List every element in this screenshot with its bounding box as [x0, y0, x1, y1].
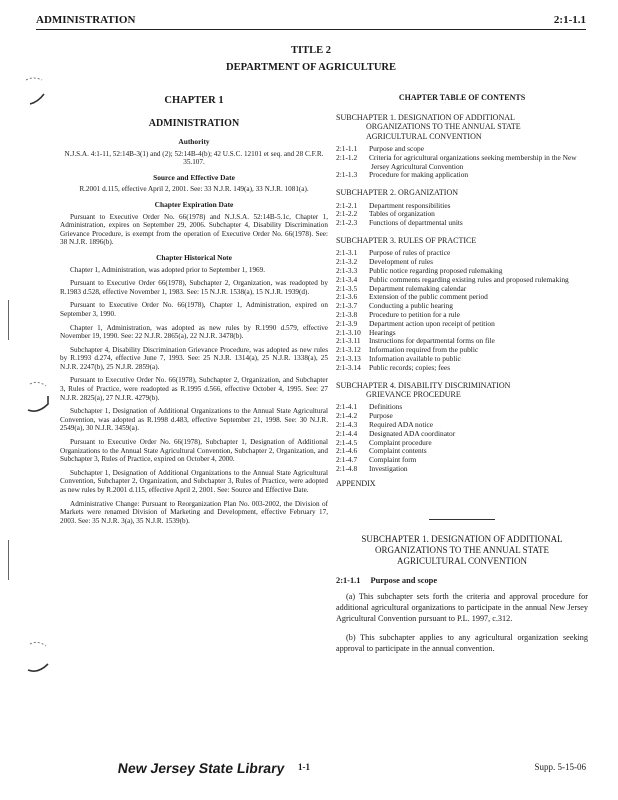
- toc-entry-title: Public comments regarding existing rules and proposed rulemaking: [369, 274, 569, 284]
- toc-entry-number: 2:1-2.1: [336, 200, 358, 210]
- toc-entry[interactable]: [336, 154, 588, 172]
- expiration-heading: Chapter Expiration Date: [154, 199, 234, 209]
- toc-entry-title: Public notice regarding proposed rulemaking: [369, 266, 503, 275]
- toc-entry-number: 2:1-3.4: [336, 274, 358, 284]
- history-note: Pursuant to Executive Order No. 66(1978), Chapter 1, Administration, expired on September 3, 1990.: [60, 301, 328, 318]
- toc-entry-title: Functions of departmental units: [369, 218, 463, 228]
- toc-entry-title: Complaint procedure: [369, 437, 432, 447]
- chapter-name: ADMINISTRATION: [148, 118, 240, 129]
- toc-subchapter-heading-line: SUBCHAPTER 3. RULES OF PRACTICE: [336, 236, 477, 245]
- toc-entry-number: 2:1-4.5: [336, 437, 358, 447]
- toc-subchapter-heading-line: AGRICULTURAL CONVENTION: [366, 131, 482, 141]
- toc-entry-title: Public records; copies; fees: [369, 362, 451, 372]
- history-note: Pursuant to Executive Order 66(1978), Subchapter 2, Organization, was readopted by R.1983 d.528, effective November 1, 1983. See: 15 N.J.R. 1538(a), 15 N.J.R. 1939(d).: [60, 279, 328, 296]
- margin-line: [8, 300, 9, 340]
- toc-entry-number: 2:1-1.3: [336, 170, 358, 180]
- toc-entry-title: Development of rules: [369, 257, 434, 267]
- page-number: 1-1: [298, 762, 310, 772]
- toc-entry-title: Complaint contents: [369, 446, 427, 456]
- toc-entry-title: Department responsibilities: [369, 200, 451, 210]
- history-note: Pursuant to Executive Order No. 66(1978), Subchapter 2, Organization, and Subchapter 3, Rules of Practice, were readopted as R.1995 d.566, effective October 4, 1995. See: 27 N.J.R. 2825(a), 27 N.J.R. 4279(b).: [60, 376, 328, 402]
- toc-entry-title: Department rulemaking calendar: [369, 283, 467, 293]
- toc-subchapter-heading-line: GRIEVANCE PROCEDURE: [366, 389, 461, 399]
- binder-hole-mark: [20, 640, 54, 678]
- toc-entry-title: Purpose of rules of practice: [369, 248, 451, 258]
- toc-entry-title: Information required from the public: [369, 345, 479, 355]
- toc-entry-number: 2:1-1.1: [336, 144, 358, 154]
- toc-entry-number: 2:1-2.3: [336, 218, 358, 228]
- toc-entry-number: 2:1-3.13: [336, 353, 361, 363]
- toc-entry-title: Information available to public: [369, 353, 461, 363]
- toc-title: CHAPTER TABLE OF CONTENTS: [398, 93, 526, 102]
- toc-entry[interactable]: [336, 465, 588, 474]
- toc-entry[interactable]: [336, 219, 588, 228]
- chapter-number: CHAPTER 1: [164, 95, 224, 106]
- toc-subchapter-heading-line: SUBCHAPTER 2. ORGANIZATION: [336, 188, 459, 198]
- page-footer: [36, 762, 586, 782]
- toc-entry-number: 2:1-3.7: [336, 301, 358, 311]
- subchapter-title-line: ORGANIZATIONS TO THE ANNUAL STATE: [375, 544, 549, 555]
- appendix-label[interactable]: APPENDIX: [336, 478, 376, 488]
- history-note: Pursuant to Executive Order No. 66(1978), Subchapter 1, Designation of Additional Organizations to the Annual State Agricultural Convention, Subchapter 2, Organization, and Subchapter 3, Rules of Practice, expired on October 4, 2000.: [60, 438, 328, 464]
- toc-entry[interactable]: [336, 171, 588, 180]
- history-note: Chapter 1, Administration, was adopted as new rules by R.1990 d.579, effective November 19, 1990. See: 22 N.J.R. 2865(a), 22 N.J.R. 3478(b).: [60, 323, 328, 341]
- section-paragraph-a: (a) This subchapter sets forth the criteria and approval procedure for additional agricultural organizations to participate in the annual New Jersey Agricultural Convention pursuant to P.L. 1997, c.312.: [336, 592, 588, 624]
- subchapter-title-line: SUBCHAPTER 1. DESIGNATION OF ADDITIONAL: [361, 533, 563, 544]
- toc-entry-number: 2:1-3.2: [336, 257, 358, 267]
- library-logo: New Jersey State Library: [116, 760, 286, 776]
- toc-entry-title: Purpose: [369, 411, 393, 421]
- history-note: Subchapter 4, Disability Discrimination Grievance Procedure, was adopted as new rules by R.1993 d.274, effective June 7, 1993. See: 25 N.J.R. 1314(a), 25 N.J.R. 1338(a), 25 N.J.R. 2247(b), 25 N.J.R. 2859(a).: [60, 345, 328, 371]
- subchapter-1-title: [336, 534, 588, 567]
- binder-hole-mark: [20, 380, 54, 420]
- toc-entry-title: Required ADA notice: [369, 419, 434, 429]
- toc-subchapter-1-heading: [336, 113, 588, 141]
- running-head-left: ADMINISTRATION: [36, 14, 136, 26]
- toc-entry-title: Instructions for departmental forms on file: [369, 336, 495, 346]
- toc-subchapter-3-heading: [336, 236, 588, 245]
- toc-entry-title: Complaint form: [369, 455, 417, 465]
- toc-entry-number: 2:1-3.10: [336, 327, 361, 337]
- toc-entry-title: Extension of the public comment period: [369, 292, 488, 302]
- toc-subchapter-2-heading: [336, 188, 588, 197]
- running-head: [36, 10, 586, 30]
- authority-text: N.J.S.A. 4:1-11, 52:14B-3(1) and (2); 52:14B-4(b); 42 U.S.C. 12101 et seq. and 28 C.F.R. 35.107.: [64, 149, 324, 167]
- department-title: DEPARTMENT OF AGRICULTURE: [226, 62, 396, 73]
- section-title: Purpose and scope: [370, 575, 438, 585]
- toc-entry-title: Purpose and scope: [369, 144, 425, 154]
- toc-entry-title: Tables of organization: [369, 209, 435, 219]
- authority-heading: Authority: [178, 137, 210, 146]
- toc-entry-number: 2:1-4.3: [336, 419, 358, 429]
- toc-entry-number: 2:1-3.5: [336, 283, 358, 293]
- toc-entry-title: Definitions: [369, 402, 403, 412]
- toc-entry-number: 2:1-3.9: [336, 318, 358, 328]
- toc-entry-title: Hearings: [369, 327, 396, 337]
- subchapter-title-line: AGRICULTURAL CONVENTION: [396, 555, 528, 566]
- history-heading: Chapter Historical Note: [156, 252, 232, 262]
- toc-entry-number: 2:1-4.1: [336, 402, 358, 412]
- toc-entry-title: Conducting a public hearing: [369, 301, 453, 311]
- toc-entry-number: 2:1-3.12: [336, 345, 361, 355]
- toc-subchapter-4-heading: [336, 381, 588, 400]
- toc-entry-title: Procedure to petition for a rule: [369, 309, 460, 319]
- toc-entry-title: Procedure for making application: [369, 170, 469, 180]
- binder-hole-mark: [20, 74, 50, 110]
- toc-subchapter-heading-line: SUBCHAPTER 1. DESIGNATION OF ADDITIONAL: [336, 112, 515, 122]
- toc-entry-number: 2:1-4.8: [336, 463, 358, 473]
- history-note: Subchapter 1, Designation of Additional Organizations to the Annual State Agricultural Convention, was adopted as R.1998 d.483, effective September 21, 1998. See: 30 N.J.R. 2549(a), 30 N.J.R. 3459(a).: [60, 407, 328, 433]
- running-head-right: 2:1-1.1: [553, 14, 586, 26]
- toc-entry-title: Designated ADA coordinator: [369, 428, 456, 438]
- toc-entry-title: Department action upon receipt of petition: [369, 318, 495, 328]
- source-text: R.2001 d.115, effective April 2, 2001. See: 33 N.J.R. 149(a), 33 N.J.R. 1081(a).: [79, 185, 309, 194]
- toc-entry-number: 2:1-3.6: [336, 292, 358, 302]
- toc-entry-number: 2:1-2.2: [336, 209, 358, 219]
- supplement-date: Supp. 5-15-06: [534, 762, 586, 772]
- toc-entry-number: 2:1-3.8: [336, 309, 358, 319]
- margin-line: [8, 540, 9, 580]
- toc-subchapter-heading-line: ORGANIZATIONS TO THE ANNUAL STATE: [366, 122, 521, 132]
- right-column: [336, 94, 588, 662]
- toc-entry-number: 2:1-3.11: [336, 336, 361, 346]
- toc-entry-number: 2:1-3.1: [336, 248, 358, 258]
- toc-entry[interactable]: [336, 364, 588, 373]
- section-divider: [429, 519, 495, 520]
- expiration-text: Pursuant to Executive Order No. 66(1978) and N.J.S.A. 52:14B-5.1c, Chapter 1, Administration, expires on September 29, 2006. Subchapter 4, Disability Discrimination Grievance Procedure, is exempt from the operation of Executive Order No. 66(1978). See: 38 N.J.R. 1896(b).: [60, 212, 328, 247]
- toc-entry-number: 2:1-4.7: [336, 455, 358, 465]
- toc-entry-number: 2:1-4.2: [336, 411, 358, 421]
- title-line: TITLE 2: [291, 45, 331, 56]
- history-note: Subchapter 1, Designation of Additional Organizations to the Annual State Agricultural Convention, Subchapter 2, Organization, and Subchapter 3, Rules of Practice, were adopted as new rules by R.2001 d.115, effective April 2, 2001. See: Source and Effective Date.: [60, 468, 328, 494]
- toc-subchapter-heading-line: SUBCHAPTER 4. DISABILITY DISCRIMINATION: [336, 380, 511, 390]
- toc-entry-title: Criteria for agricultural organizations seeking membership in the New Jersey Agricultural Convention: [369, 152, 577, 171]
- history-note: Administrative Change: Pursuant to Reorganization Plan No. 003-2002, the Division of Markets were renamed Division of Marketing and Development, effective February 17, 2003. See: 35 N.J.R. 3(a), 35 N.J.R. 1539(b).: [60, 499, 328, 525]
- toc-entry-number: 2:1-3.14: [336, 362, 361, 372]
- history-note: Chapter 1, Administration, was adopted prior to September 1, 1969.: [70, 265, 266, 274]
- toc-entry-number: 2:1-4.6: [336, 446, 358, 456]
- toc-entry-number: 2:1-1.2: [336, 152, 358, 162]
- toc-entry-number: 2:1-4.4: [336, 428, 358, 438]
- section-paragraph-b: (b) This subchapter applies to any agricultural organization seeking approval to participate in the annual convention.: [336, 633, 588, 654]
- source-heading: Source and Effective Date: [153, 172, 235, 182]
- section-number: 2:1-1.1: [336, 575, 361, 585]
- toc-entry-number: 2:1-3.3: [336, 266, 358, 275]
- title-block: [36, 42, 586, 76]
- toc-entry-title: Investigation: [369, 463, 408, 473]
- section-heading: [336, 577, 588, 586]
- left-column: [60, 94, 328, 530]
